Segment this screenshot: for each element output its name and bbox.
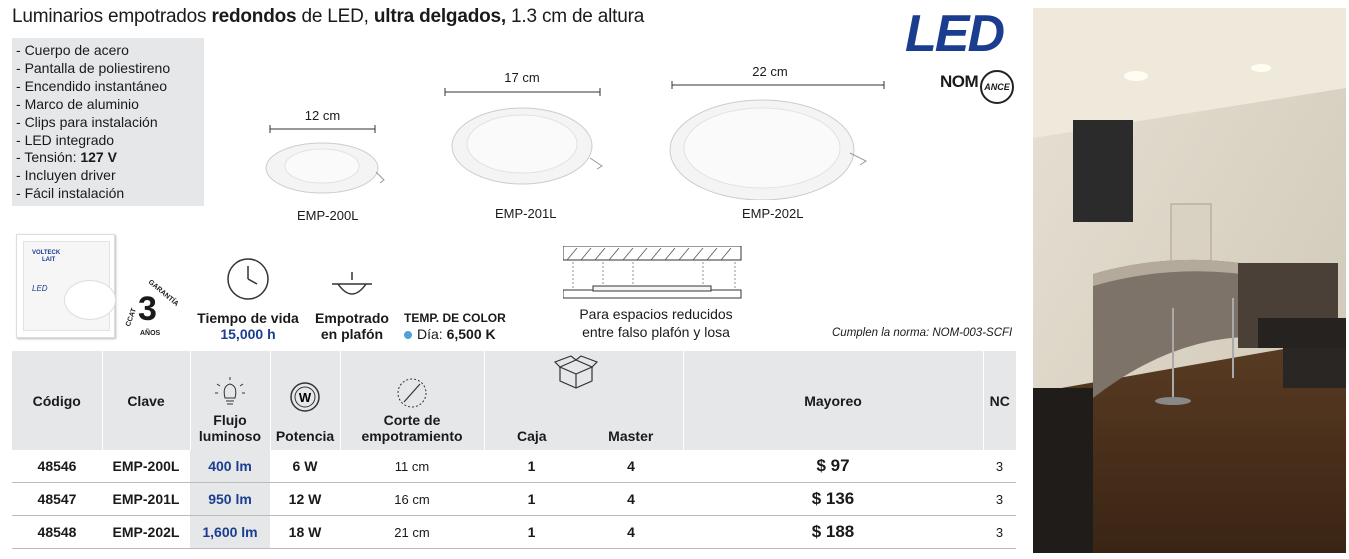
cell-cut: 16 cm xyxy=(340,483,484,516)
product-image-emp-202l xyxy=(662,75,887,200)
cell-power: 6 W xyxy=(270,450,340,483)
feature-item: - Cuerpo de acero xyxy=(16,42,204,60)
table-row xyxy=(12,483,1016,516)
cell-key: EMP-200L xyxy=(102,450,190,483)
light-bulb-icon xyxy=(213,376,247,410)
model-label: EMP-200L xyxy=(297,208,359,223)
col-header-power: W Potencia xyxy=(270,351,340,450)
watt-icon xyxy=(288,380,322,414)
cell-box: 1 xyxy=(484,516,579,549)
cell-flux: 950 lm xyxy=(190,483,270,516)
table-row xyxy=(12,450,1016,483)
space-note-1: Para espacios reducidos xyxy=(579,306,733,322)
feature-item: - Incluyen driver xyxy=(16,167,204,185)
nom-logo: NOM xyxy=(940,72,979,91)
feature-item: - LED integrado xyxy=(16,132,204,150)
daylight-dot-icon xyxy=(404,331,412,339)
cell-master: 4 xyxy=(579,516,683,549)
svg-text:W: W xyxy=(298,390,312,405)
dimension-label: 12 cm xyxy=(304,108,341,123)
col-header-master: Master xyxy=(579,351,683,450)
cell-flux: 1,600 lm xyxy=(190,516,270,549)
color-temp-value: Día: 6,500 K xyxy=(404,326,496,342)
life-label: Tiempo de vida xyxy=(197,310,299,326)
cell-price: $ 97 xyxy=(683,450,983,483)
feature-item: - Fácil instalación xyxy=(16,185,204,203)
space-note-2: entre falso plafón y losa xyxy=(582,324,730,340)
feature-item: - Tensión: 127 V xyxy=(16,149,204,167)
table-row xyxy=(12,516,1016,549)
cell-nc: 3 xyxy=(983,483,1016,516)
cell-flux: 400 lm xyxy=(190,450,270,483)
col-header-key: Clave xyxy=(102,351,190,450)
package-box-icon xyxy=(554,355,598,389)
ceiling-space-diagram xyxy=(563,246,743,302)
feature-item: - Encendido instantáneo xyxy=(16,78,204,96)
recessed-label-2: en plafón xyxy=(320,326,384,342)
cell-box: 1 xyxy=(484,483,579,516)
dimension-label: 17 cm xyxy=(504,70,540,85)
product-image-emp-201l xyxy=(425,80,625,190)
model-label: EMP-202L xyxy=(742,206,804,221)
led-logo: LED xyxy=(905,5,1003,63)
col-header-code: Código xyxy=(12,351,102,450)
page-title: Luminarios empotrados redondos de LED, ultra delgados, 1.3 cm de altura xyxy=(12,6,645,27)
cell-code: 48548 xyxy=(12,516,102,549)
cell-master: 4 xyxy=(579,483,683,516)
cell-nc: 3 xyxy=(983,450,1016,483)
cell-price: $ 188 xyxy=(683,516,983,549)
cell-box: 1 xyxy=(484,450,579,483)
recessed-light-icon xyxy=(330,272,374,302)
dimension-label: 22 cm xyxy=(752,64,788,79)
spec-table xyxy=(12,351,1016,549)
cut-circle-icon xyxy=(395,376,429,410)
clock-icon xyxy=(225,256,271,302)
col-header-box: Caja xyxy=(484,351,579,450)
feature-item: - Clips para instalación xyxy=(16,114,204,132)
norm-note: Cumplen la norma: NOM-003-SCFI xyxy=(832,327,1013,339)
cell-cut: 21 cm xyxy=(340,516,484,549)
col-header-cut: Corte de empotramiento xyxy=(340,351,484,450)
cell-key: EMP-202L xyxy=(102,516,190,549)
feature-item: - Marco de aluminio xyxy=(16,96,204,114)
table-header-row xyxy=(12,351,1016,450)
product-box-image: VOLTECK LAIT LED xyxy=(16,234,115,338)
cell-key: EMP-201L xyxy=(102,483,190,516)
cell-cut: 11 cm xyxy=(340,450,484,483)
cell-power: 12 W xyxy=(270,483,340,516)
cell-power: 18 W xyxy=(270,516,340,549)
cell-code: 48546 xyxy=(12,450,102,483)
ance-logo: ANCE xyxy=(980,70,1014,104)
cell-nc: 3 xyxy=(983,516,1016,549)
cell-code: 48547 xyxy=(12,483,102,516)
recessed-label-1: Empotrado xyxy=(315,310,389,326)
warranty-seal: 3 GARANTÍA CCAT AÑOS xyxy=(124,278,180,337)
model-label: EMP-201L xyxy=(495,206,557,221)
room-photo xyxy=(1033,8,1346,553)
cell-price: $ 136 xyxy=(683,483,983,516)
cell-master: 4 xyxy=(579,450,683,483)
life-value: 15,000 h xyxy=(220,326,276,342)
feature-item: - Pantalla de poliestireno xyxy=(16,60,204,78)
col-header-wholesale: Mayoreo xyxy=(683,351,983,450)
color-temp-label: TEMP. DE COLOR xyxy=(404,311,506,325)
col-header-nc: NC xyxy=(983,351,1016,450)
col-header-flux: Flujo luminoso xyxy=(190,351,270,450)
features-panel xyxy=(12,38,204,206)
